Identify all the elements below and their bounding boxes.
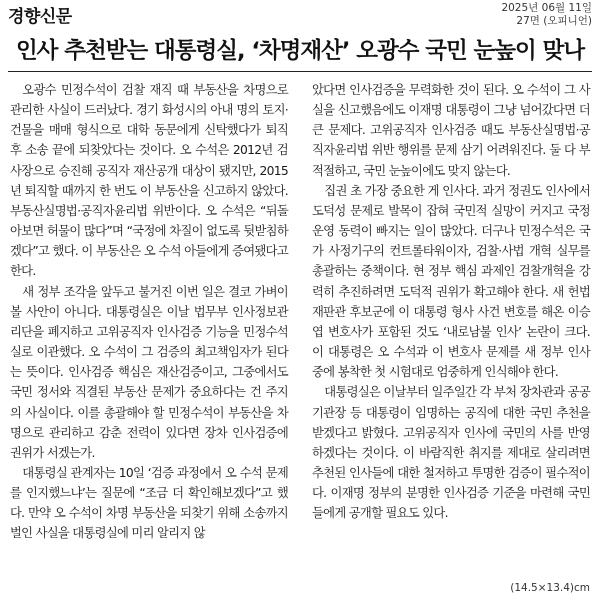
clipping-dimensions: (14.5×13.4)cm xyxy=(510,582,590,594)
paragraph: 새 정부 조각을 앞두고 불거진 이번 일은 결코 가벼이 볼 사안이 아니다. 대통령실은 이날 법무부 인사정보관리단을 폐지하고 고위공직자 인사검증 기능을 민정수석실로 이관했다. 오 수석이 그 검증의 최고책임자가 된다는 뜻이다. 인사검증 핵심은 재산검증이고, 그중에서도 국민 정서와 직결된 부동산 문제가 중요하다는 건 주지의 사실이다. 이를 총괄해야 할 민정수석이 부동산을 차명으로 관리하고 감춘 전력이 있다면 장차 인사검증에 권위가 서겠는가. xyxy=(10,284,288,460)
issue-meta xyxy=(501,2,592,28)
masthead-logo: 경향신문 xyxy=(8,7,72,27)
paragraph: 집권 초 가장 중요한 게 인사다. 과거 정권도 인사에서 도덕성 문제로 발목이 잡혀 국민적 실망이 커지고 국정운영 동력이 빠지는 일이 많았다. 더구나 민정수석은 국가 사정기구의 컨트롤타워이자, 검찰·사법 개혁 실무를 총괄하는 중책이다. 현 정부 핵심 과제인 검찰개혁을 강력히 추진하려면 도덕적 권위가 확고해야 한다. 새 헌법재판관 후보군에 이 대통령 형사 사건 변호를 해온 이승엽 변호사가 포함된 것도 ‘내로남불 인사’ 논란이 크다. 이 대통령은 오 수석과 이 변호사 문제를 새 정부 인사 중에 봉착한 첫 시험대로 엄중하게 인식해야 한다. xyxy=(312,183,590,380)
headline-divider xyxy=(8,71,592,72)
page-section: 27면 (오피니언) xyxy=(516,15,592,27)
paragraph-continued: 았다면 인사검증을 무력화한 것이 된다. 오 수석이 그 사실을 신고했음에도 이재명 대통령이 그냥 넘어갔다면 더 큰 문제다. 고위공직자 인사검증 때도 부동산실명법·공직자윤리법 위반 행위를 문제 삼기 어려워진다. 둘 다 부적절하고, 국민 눈높이에도 맞지 않는다. xyxy=(312,83,590,178)
article-column-left xyxy=(10,80,288,544)
paragraph: 대통령실은 이날부터 일주일간 각 부처 장차관과 공공기관장 등 대통령이 임명하는 공직에 대한 국민 추천을 받겠다고 밝혔다. 고위공직자 인사에 국민의 사를 반영하겠다는 것이다. 이 바람직한 취지를 제대로 살리려면 추천된 인사들에 대한 철저하고 투명한 검증이 필수적이다. 이재명 정부의 분명한 인사검증 기준을 마련해 국민들에게 공개할 필요도 있다. xyxy=(312,385,590,521)
paragraph: 대통령실 관계자는 10일 ‘검증 과정에서 오 수석 문제를 인지했느냐’는 질문에 “조금 더 확인해보겠다”고 했다. 만약 오 수석이 차명 부동산을 되찾기 위해 소송까지 벌인 사실을 대통령실에 미리 알리지 않 xyxy=(10,465,288,541)
issue-date: 2025년 06월 11일 xyxy=(501,2,592,14)
paragraph: 오광수 민정수석이 검찰 재직 때 부동산을 차명으로 관리한 사실이 드러났다. 경기 화성시의 아내 명의 토지·건물을 매매 형식으로 대학 동문에게 신탁했다가 퇴직 후 소송 끝에 되찾았다는 것이다. 오 수석은 2012년 검사장으로 승진해 공직자 재산공개 대상이 됐지만, 2015년 퇴직할 때까지 한 번도 이 부동산을 신고하지 않았다. 부동산실명법·공직자윤리법 위반이다. 오 수석은 “뒤돌아보면 허물이 많다”며 “국정에 차질이 없도록 뒷받침하겠다”고 했다. 이 부동산은 오 수석 아들에게 증여됐다고 한다. xyxy=(10,83,288,279)
article-column-right xyxy=(312,80,590,523)
article-headline: 인사 추천받는 대통령실, ‘차명재산’ 오광수 국민 눈높이 맞나 xyxy=(15,38,585,64)
